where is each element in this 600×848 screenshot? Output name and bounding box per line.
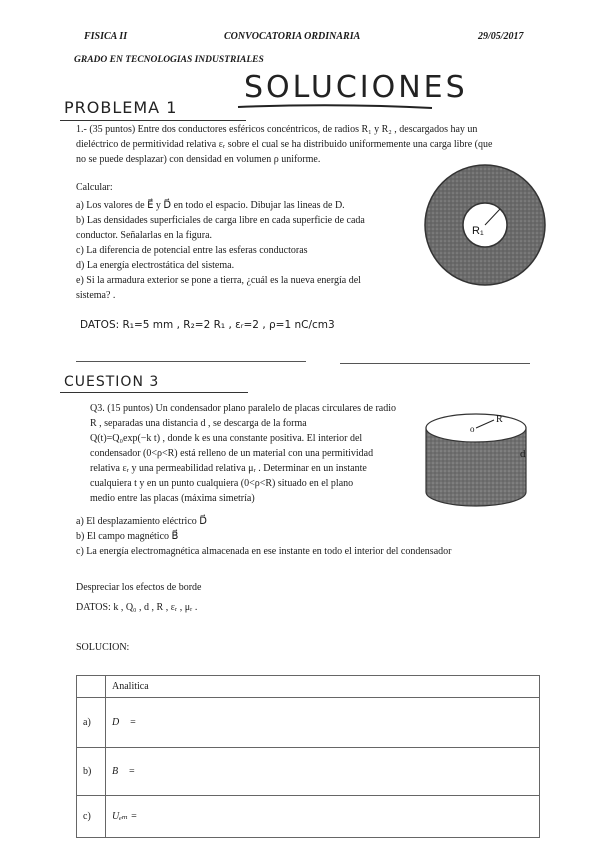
problem1-items bbox=[76, 198, 406, 303]
solution-row-label: b) bbox=[77, 748, 106, 796]
solution-row-a bbox=[77, 698, 540, 748]
problem1-datos: DATOS: R₁=5 mm , R₂=2 R₁ , εᵣ=2 , ρ=1 nC/cm3 bbox=[80, 319, 335, 331]
solution-header-empty bbox=[77, 676, 106, 698]
exam-date: 29/05/2017 bbox=[478, 31, 524, 42]
problem1-item-e-cont: sistema? . bbox=[76, 290, 116, 301]
exam-title: CONVOCATORIA ORDINARIA bbox=[224, 31, 361, 42]
solution-answer-d[interactable]: D⃗ = bbox=[106, 698, 540, 748]
solution-row-c bbox=[77, 796, 540, 838]
solution-answer-u[interactable]: Uₑₘ = bbox=[106, 796, 540, 838]
r1-label: R₁ bbox=[472, 225, 484, 237]
question3-item-c: c) La energía electromagnética almacenada en ese instante en todo el interior del condensador bbox=[76, 546, 452, 557]
question3-line3: Q(t)=Q₀exp(−k t) , donde k es una constante positiva. El interior del bbox=[90, 433, 363, 444]
solution-row-label: a) bbox=[77, 698, 106, 748]
problem1-line2: dieléctrico de permitividad relativa εᵣ sobre el cual se ha distribuido uniformemente una carga libre (que bbox=[76, 139, 493, 150]
problem1-item-c: c) La diferencia de potencial entre las esferas conductoras bbox=[76, 245, 308, 256]
distance-label: d bbox=[520, 448, 526, 460]
problem1-line3: no se puede desplazar) con densidad en volumen ρ uniforme. bbox=[76, 154, 321, 165]
question3-note: Despreciar los efectos de borde bbox=[76, 582, 202, 593]
question3-line5: relativa εᵣ y una permeabilidad relativa μᵣ . Determinar en un instante bbox=[90, 463, 367, 474]
question3-datos: DATOS: k , Q₀ , d , R , εᵣ , μᵣ . bbox=[76, 602, 198, 613]
origin-label: o bbox=[470, 424, 475, 434]
question3-line6: cualquiera t y en un punto cualquiera (0<ρ<R) situado en el plano bbox=[90, 478, 354, 489]
degree-title: GRADO EN TECNOLOGIAS INDUSTRIALES bbox=[74, 55, 264, 65]
question3-line4: condensador (0<ρ<R) está relleno de un material con una permitividad bbox=[90, 448, 374, 459]
question3-item-b: b) El campo magnético B⃗ bbox=[76, 531, 179, 542]
title-underline bbox=[236, 102, 436, 112]
capacitor-figure bbox=[420, 410, 535, 510]
solution-answer-b[interactable]: B⃗ = bbox=[106, 748, 540, 796]
problem1-item-b-cont: conductor. Señalarlas en la figura. bbox=[76, 230, 213, 241]
solution-row-label: c) bbox=[77, 796, 106, 838]
problem1-line1: 1.- (35 puntos) Entre dos conductores esféricos concéntricos, de radios R₁ y R₂ , descargados hay un bbox=[76, 124, 478, 135]
solution-heading: SOLUCION: bbox=[76, 642, 130, 653]
solution-header-row bbox=[77, 676, 540, 698]
question3-rule bbox=[60, 392, 248, 393]
solution-table bbox=[76, 675, 540, 838]
problem1-item-d: d) La energía electrostática del sistema. bbox=[76, 260, 235, 271]
radius-label: R bbox=[496, 414, 503, 425]
problem1-item-b: b) Las densidades superficiales de carga libre en cada superficie de cada bbox=[76, 215, 365, 226]
question3-items bbox=[76, 514, 546, 559]
separator-left bbox=[76, 361, 306, 362]
problem1-calcular: Calcular: bbox=[76, 182, 113, 193]
question3-item-a: a) El desplazamiento eléctrico D⃗ bbox=[76, 516, 207, 527]
question3-label: CUESTION 3 bbox=[64, 374, 160, 390]
problem1-item-a: a) Los valores de E⃗ y D⃗ en todo el espacio. Dibujar las lineas de D. bbox=[76, 200, 345, 211]
course-title: FISICA II bbox=[84, 31, 128, 42]
question3-line1: Q3. (15 puntos) Un condensador plano paralelo de placas circulares de radio bbox=[90, 403, 397, 414]
problem1-rule bbox=[60, 120, 246, 121]
problem1-item-e: e) Si la armadura exterior se pone a tierra, ¿cuál es la nueva energía del bbox=[76, 275, 361, 286]
question3-line7: medio entre las placas (máxima simetría) bbox=[90, 493, 255, 504]
question3-line2: R , separadas una distancia d , se descarga de la forma bbox=[90, 418, 307, 429]
separator-right bbox=[340, 363, 530, 364]
spheres-figure bbox=[420, 160, 550, 290]
solution-header-cell: Analitica bbox=[106, 676, 540, 698]
solution-row-b bbox=[77, 748, 540, 796]
question3-statement bbox=[90, 401, 410, 506]
problem1-label: PROBLEMA 1 bbox=[64, 98, 178, 117]
handwritten-title: SOLUCIONES bbox=[244, 70, 468, 105]
